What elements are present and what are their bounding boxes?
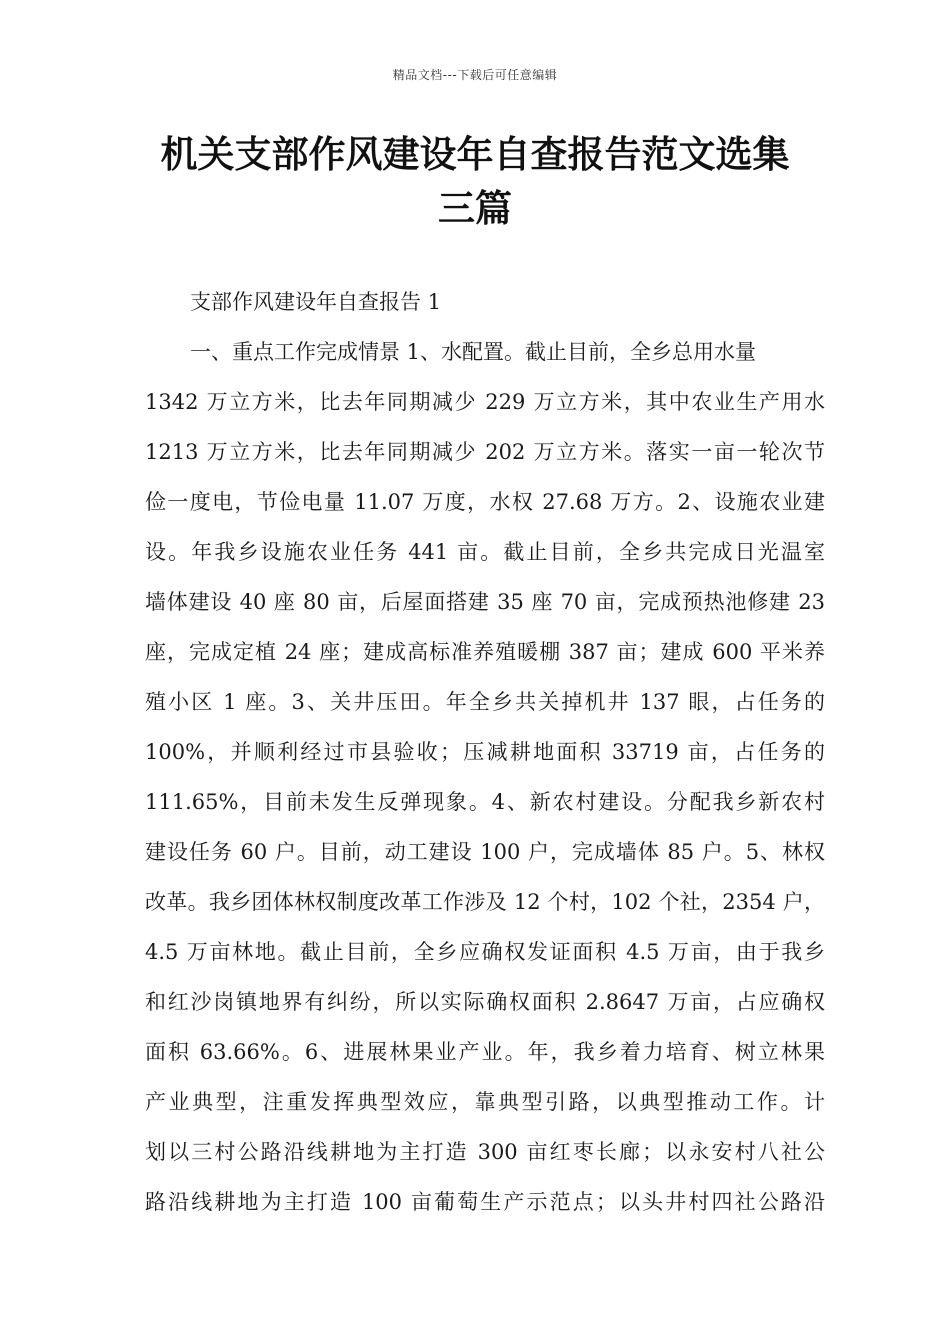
document-body [145,282,825,1232]
document-title [100,128,850,236]
document-title-line-2: 三篇 [438,187,512,230]
paragraph-line: 1213 万立方米，比去年同期减少 202 万立方米。落实一亩一轮次节 [145,440,825,464]
page-header: 精品文档---下载后可任意编辑 [392,68,558,82]
paragraph-line: 111.65%，目前未发生反弹现象。4、新农村建设。分配我乡新农村 [145,790,825,814]
section-subtitle: 支部作风建设年自查报告 1 [190,290,442,314]
paragraph-line: 划以三村公路沿线耕地为主打造 300 亩红枣长廊；以永安村八社公 [145,1140,825,1164]
paragraph-line: 产业典型，注重发挥典型效应，靠典型引路，以典型推动工作。计 [145,1090,825,1114]
paragraph-line: 改革。我乡团体林权制度改革工作涉及 12 个村，102 个社，2354 户， [145,890,825,914]
paragraph-line: 1342 万立方米，比去年同期减少 229 万立方米，其中农业生产用水 [145,390,825,414]
paragraph-line: 设。年我乡设施农业任务 441 亩。截止目前，全乡共完成日光温室 [145,540,825,564]
document-title-line-1: 机关支部作风建设年自查报告范文选集 [160,133,790,176]
paragraph-line: 座，完成定植 24 座；建成高标准养殖暖棚 387 亩；建成 600 平米养 [145,640,825,664]
paragraph-line: 俭一度电，节俭电量 11.07 万度，水权 27.68 万方。2、设施农业建 [145,490,825,514]
paragraph-line: 和红沙岗镇地界有纠纷，所以实际确权面积 2.8647 万亩，占应确权 [145,990,825,1014]
paragraph-line: 殖小区 1 座。3、关井压田。年全乡共关掉机井 137 眼，占任务的 [145,690,825,714]
paragraph-line: 一、重点工作完成情景 1、水配置。截止目前，全乡总用水量 [190,340,757,364]
paragraph-line: 面积 63.66%。6、进展林果业产业。年，我乡着力培育、树立林果 [145,1040,825,1064]
paragraph-line: 4.5 万亩林地。截止目前，全乡应确权发证面积 4.5 万亩，由于我乡 [145,940,825,964]
paragraph-line: 100%，并顺利经过市县验收；压减耕地面积 33719 亩，占任务的 [145,740,825,764]
paragraph-line: 建设任务 60 户。目前，动工建设 100 户，完成墙体 85 户。5、林权 [145,840,825,864]
paragraph-line: 墙体建设 40 座 80 亩，后屋面搭建 35 座 70 亩，完成预热池修建 23 [145,590,825,614]
paragraph-line: 路沿线耕地为主打造 100 亩葡萄生产示范点；以头井村四社公路沿 [145,1190,825,1214]
